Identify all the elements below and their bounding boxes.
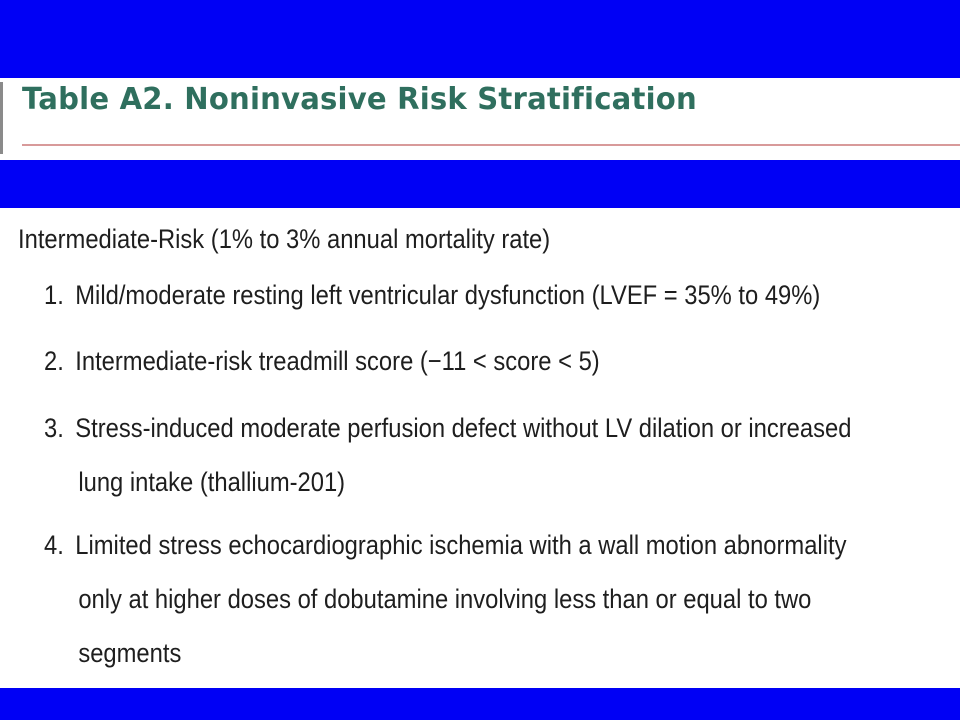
list-item-2 <box>44 334 942 388</box>
item-text-continued: lung intake (thallium-201) <box>78 467 346 497</box>
item-number: 4. <box>44 530 64 560</box>
item-text-continued: segments <box>78 638 182 668</box>
item-number: 2. <box>44 346 64 376</box>
content-area <box>0 208 960 688</box>
list-item-1 <box>44 268 942 322</box>
item-text: Mild/moderate resting left ventricular dysfunction (LVEF = 35% to 49%) <box>75 280 821 310</box>
item-text: Limited stress echocardiographic ischemia with a wall motion abnormality <box>75 530 847 560</box>
item-text: Stress-induced moderate perfusion defect without LV dilation or increased <box>75 413 852 443</box>
middle-blue-band <box>0 160 960 208</box>
title-underline <box>22 144 960 146</box>
bottom-blue-band <box>0 688 960 720</box>
risk-heading: Intermediate-Risk (1% to 3% annual mortality rate) <box>18 224 551 254</box>
list-item-4 <box>44 518 942 680</box>
top-blue-band <box>0 0 960 78</box>
item-number: 1. <box>44 280 64 310</box>
item-text-continued: only at higher doses of dobutamine involving less than or equal to two <box>78 584 812 614</box>
list-item-3 <box>44 401 942 509</box>
table-title: Table A2. Noninvasive Risk Stratification <box>22 82 697 117</box>
item-text: Intermediate-risk treadmill score (−11 < score < 5) <box>75 346 600 376</box>
item-number: 3. <box>44 413 64 443</box>
title-left-edge <box>0 82 3 154</box>
